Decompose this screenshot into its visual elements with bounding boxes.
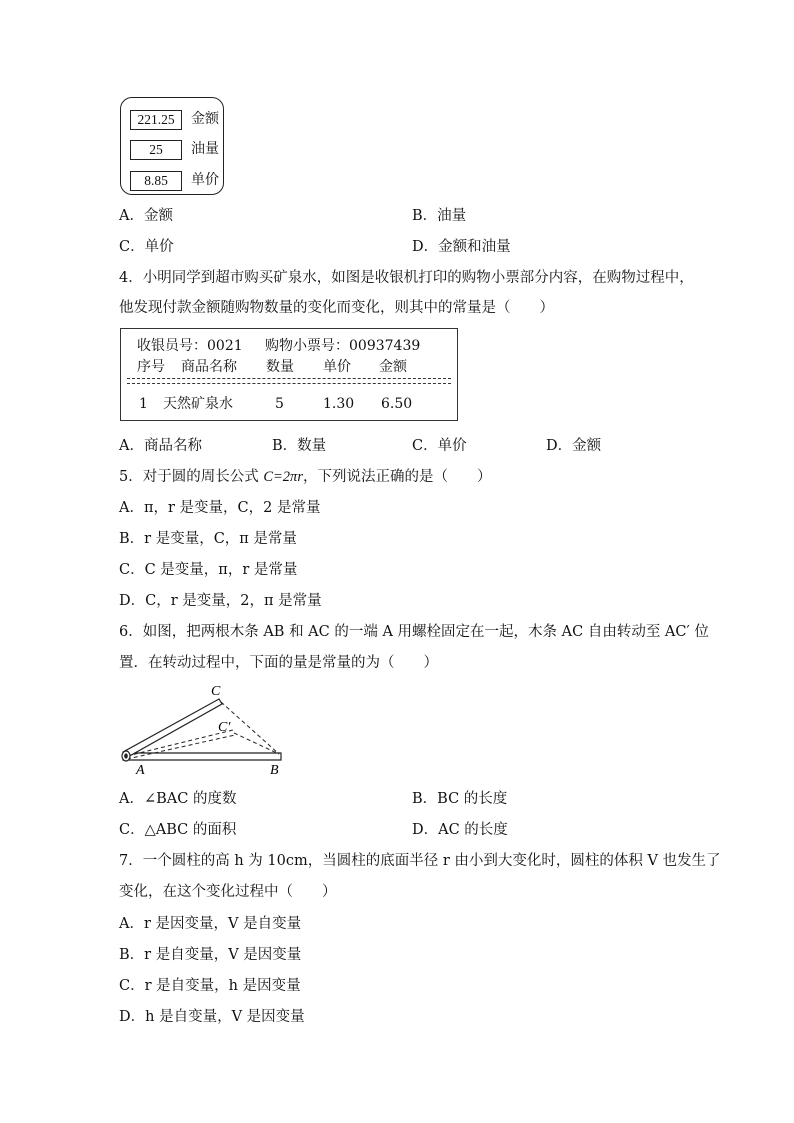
receipt-cell-amount: 6.50: [381, 396, 413, 412]
rotating-sticks-figure: [115, 682, 295, 782]
q3-option-d: D．金额和油量: [412, 239, 511, 255]
q4-option-a: A．商品名称: [119, 438, 202, 454]
amount-label: 金额: [191, 111, 219, 127]
q3-option-a: A．金额: [119, 208, 173, 224]
unit-price-label: 单价: [191, 172, 219, 188]
q4-option-c: C．单价: [412, 438, 467, 454]
label-c: C: [211, 684, 221, 699]
q7-option-b: B．r 是自变量，V 是因变量: [119, 947, 302, 963]
q6-option-a: A．∠BAC 的度数: [119, 791, 237, 807]
bolt-center: [124, 753, 128, 758]
q4-stem-line2: 他发现付款金额随购物数量的变化而变化，则其中的常量是（ ）: [119, 300, 554, 316]
q5-option-c: C．C 是变量，π，r 是常量: [119, 562, 298, 578]
q5-option-a: A．π，r 是变量，C，2 是常量: [119, 500, 321, 516]
receipt-header-qty: 数量: [266, 359, 294, 375]
receipt-cashier: 收银员号：0021: [137, 338, 243, 354]
q6-stem-line1: 6．如图，把两根木条 AB 和 AC 的一端 A 用螺栓固定在一起，木条 AC 自由转动至 AC′ 位: [119, 624, 709, 640]
q5-option-b: B．r 是变量，C，π 是常量: [119, 531, 297, 547]
receipt-cell-qty: 5: [275, 396, 284, 412]
label-c-prime: C′: [218, 720, 231, 735]
q7-stem-line2: 变化，在这个变化过程中（ ）: [119, 884, 337, 900]
receipt-cell-no: 1: [139, 396, 148, 412]
receipt-header-no: 序号: [137, 359, 165, 375]
shopping-receipt: [120, 328, 458, 421]
receipt-cell-name: 天然矿泉水: [163, 396, 233, 412]
receipt-ticket-number: 购物小票号：00937439: [265, 338, 421, 354]
q5-option-d: D．C，r 是变量，2，π 是常量: [119, 593, 322, 609]
receipt-cell-price: 1.30: [323, 396, 355, 412]
label-a: A: [136, 763, 145, 778]
amount-value: 221.25: [130, 110, 182, 130]
q7-option-d: D．h 是自变量，V 是因变量: [119, 1009, 305, 1025]
stick-ab: [123, 753, 281, 760]
q3-option-c: C．单价: [119, 239, 174, 255]
q7-stem-line1: 7．一个圆柱的高 h 为 10cm，当圆柱的底面半径 r 由小到大变化时，圆柱的体积 V 也发生了: [119, 853, 721, 869]
q5-formula: C=2πr: [263, 469, 303, 485]
receipt-divider-1: [127, 378, 451, 379]
segment-c-prime-b: [234, 733, 279, 754]
fuel-pump-display: [120, 97, 224, 195]
q7-option-a: A．r 是因变量，V 是自变量: [119, 916, 302, 932]
unit-price-value: 8.85: [130, 171, 182, 191]
q5-stem-pre: 5．对于圆的周长公式: [119, 469, 264, 485]
receipt-header-price: 单价: [323, 359, 351, 375]
q4-option-b: B．数量: [272, 438, 327, 454]
volume-label: 油量: [191, 141, 219, 157]
q3-option-b: B．油量: [412, 208, 467, 224]
q4-option-d: D．金额: [546, 438, 602, 454]
receipt-divider-2: [127, 383, 451, 384]
stick-ac: [123, 699, 222, 758]
volume-value: 25: [130, 140, 182, 160]
label-b: B: [270, 763, 279, 778]
receipt-header-name: 商品名称: [181, 359, 237, 375]
receipt-header-amount: 金额: [379, 359, 407, 375]
q7-option-c: C．r 是自变量，h 是因变量: [119, 978, 301, 994]
q5-stem-post: ，下列说法正确的是（ ）: [302, 469, 492, 485]
q6-stem-line2: 置．在转动过程中，下面的量是常量的为（ ）: [119, 655, 438, 671]
q4-stem-line1: 4．小明同学到超市购买矿泉水，如图是收银机打印的购物小票部分内容，在购物过程中，: [119, 270, 694, 286]
q6-option-c: C．△ABC 的面积: [119, 822, 237, 838]
q6-option-b: B．BC 的长度: [412, 791, 508, 807]
q6-option-d: D．AC 的长度: [412, 822, 508, 838]
q5-stem: [119, 467, 491, 487]
